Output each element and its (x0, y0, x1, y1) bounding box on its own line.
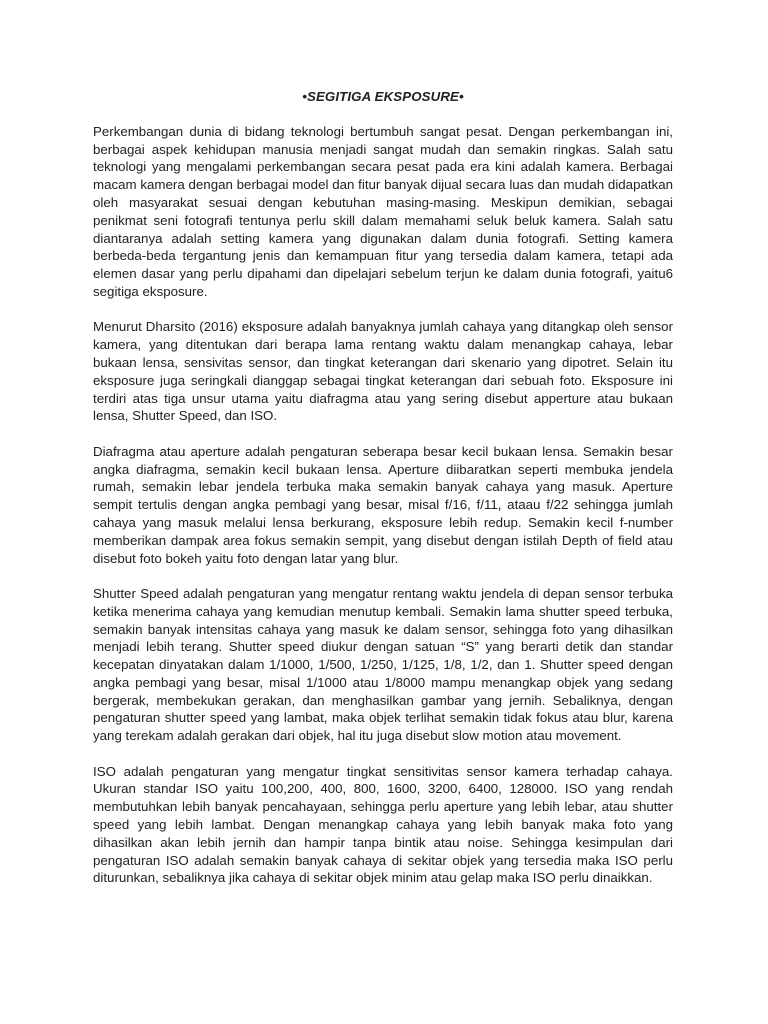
paragraph-iso: ISO adalah pengaturan yang mengatur tingkat sensitivitas sensor kamera terhadap cahaya. Ukuran standar ISO yaitu 100,200, 400, 800, 1600, 3200, 6400, 128000. ISO yang rendah membutuhkan lebih banyak pencahayaan, sehingga perlu aperture yang lebih lebar, atau shutter speed yang lebih lambat. Dengan menangkap cahaya yang lebih banyak maka foto yang dihasilkan akan lebih jernih dan hampir tanpa bintik atau noise. Sehingga kesimpulan dari pengaturan ISO adalah semakin banyak cahaya di sekitar objek yang tersedia maka ISO perlu diturunkan, sebaliknya jika cahaya di sekitar objek minim atau gelap maka ISO perlu dinaikkan. (93, 763, 673, 886)
paragraph-intro: Perkembangan dunia di bidang teknologi bertumbuh sangat pesat. Dengan perkembangan ini, berbagai aspek kehidupan manusia menjadi sangat mudah dan semakin ringkas. Salah satu teknologi yang mengalami perkembangan secara pesat pada era kini adalah kamera. Berbagai macam kamera dengan berbagai model dan fitur banyak dijual secara luas dan mudah didapatkan oleh masyarakat sesuai dengan kebutuhan masing-masing. Meskipun demikian, sebagai penikmat seni fotografi tentunya perlu skill dalam memahami seluk beluk kamera. Salah satu diantaranya adalah setting kamera yang digunakan dalam dunia fotografi. Setting kamera berbeda-beda tergantung jenis dan kemampuan fitur yang tersedia dalam kamera, tetapi ada elemen dasar yang perlu dipahami dan dipelajari sebelum terjun ke dalam dunia fotografi, yaitu6 segitiga eksposure. (93, 123, 673, 299)
document-page (93, 88, 673, 905)
paragraph-eksposure: Menurut Dharsito (2016) eksposure adalah banyaknya jumlah cahaya yang ditangkap oleh sensor kamera, yang ditentukan dari berapa lama rentang waktu dalam menangkap cahaya, lebar bukaan lensa, sensivitas sensor, dan tingkat keterangan dari skenario yang dipotret. Selain itu eksposure juga seringkali dianggap sebagai tingkat keterangan dari sebuah foto. Eksposure ini terdiri atas tiga unsur utama yaitu diafragma atau yang sering disebut apperture atau bukaan lensa, Shutter Speed, dan ISO. (93, 319, 673, 424)
paragraph-shutter-speed: Shutter Speed adalah pengaturan yang mengatur rentang waktu jendela di depan sensor terbuka ketika menerima cahaya yang kemudian menutup kembali. Semakin lama shutter speed terbuka, semakin banyak intensitas cahaya yang masuk ke dalam sensor, sehingga foto yang dihasilkan menjadi lebih terang. Shutter speed diukur dengan satuan “S” yang berarti detik dan standar kecepatan dinyatakan dalam 1/1000, 1/500, 1/250, 1/125, 1/8, 1/2, dan 1. Shutter speed dengan angka pembagi yang besar, misal 1/1000 atau 1/8000 mampu menangkap objek yang sedang bergerak, membekukan gerakan, dan menghasilkan gambar yang jernih. Sebaliknya, dengan pengaturan shutter speed yang lambat, maka objek terlihat semakin tidak fokus atau blur, karena yang terekam adalah gerakan dari objek, hal itu juga disebut slow motion atau movement. (93, 585, 673, 744)
document-title: •SEGITIGA EKSPOSURE• (302, 89, 464, 104)
paragraph-diafragma: Diafragma atau aperture adalah pengaturan seberapa besar kecil bukaan lensa. Semakin besar angka diafragma, semakin kecil bukaan lensa. Aperture diibaratkan seperti membuka jendela rumah, semakin lebar jendela terbuka maka semakin banyak cahaya yang masuk. Aperture sempit tertulis dengan angka pembagi yang besar, misal f/16, f/11, ataau f/22 sehingga jumlah cahaya yang masuk melalui lensa berkurang, eksposure lebih redup. Semakin kecil f-number memberikan dampak area fokus semakin sempit, yang disebut dengan istilah Depth of field atau disebut foto bokeh yaitu foto dengan latar yang blur. (93, 443, 673, 566)
